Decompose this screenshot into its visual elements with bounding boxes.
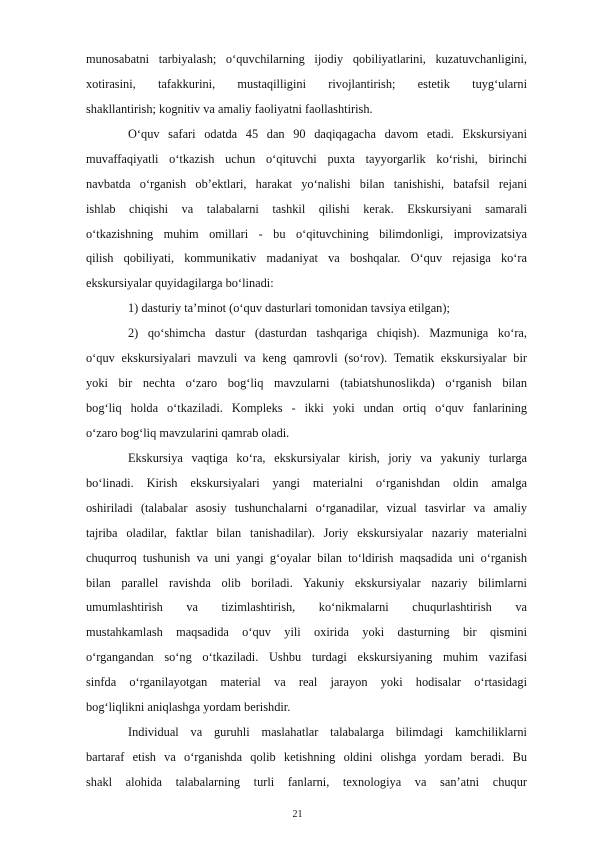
text-line: munosabatni tarbiyalash; o‘quvchilarning ijodiy qobiliyatlarini, kuzatuvchanligini, <box>86 52 527 66</box>
text-line: xotirasini, tafakkurini, mustaqilligini rivojlantirish; estetik tuyg‘ularni <box>86 76 527 91</box>
text-line: oshiriladi (talabalar asosiy tushunchalarni o‘rganadilar, vizual tasvirlar va amaliy <box>86 500 527 515</box>
text-line: o‘quv ekskursiyalari mavzuli va keng qamrovli (so‘rov). Tematik ekskursiyalar bir <box>86 351 527 366</box>
text-line: Ekskursiya vaqtiga ko‘ra, ekskursiyalar kirish, joriy va yakuniy turlarga <box>128 450 527 465</box>
text-line: bilan parallel ravishda olib boriladi. Yakuniy ekskursiyalar nazariy bilimlarni <box>86 575 527 590</box>
text-line: chuqurroq tushunish va uni yangi g‘oyalar bilan to‘ldirish maqsadida uni o‘rganish <box>86 550 527 565</box>
text-line: umumlashtirish va tizimlashtirish, ko‘nikmalarni chuqurlashtirish va <box>86 600 527 615</box>
text-line: navbatda o‘rganish ob’ektlari, harakat yo‘nalishi bilan tanishishi, batafsil rejani <box>86 176 527 191</box>
text-line: 1) dasturiy ta’minot (o‘quv dasturlari tomonidan tavsiya etilgan); <box>128 301 450 316</box>
text-line: shakl alohida talabalarning turli fanlarni, texnologiya va san’atni chuqur <box>86 774 527 789</box>
text-line: bog‘liq holda o‘tkaziladi. Kompleks - ikki yoki undan ortiq o‘quv fanlarining <box>86 401 527 416</box>
text-line: sinfda o‘rganilayotgan material va real jarayon yoki hodisalar o‘rtasidagi <box>86 675 527 690</box>
text-line: ekskursiyalar quyidagilarga bo‘linadi: <box>86 276 274 291</box>
text-line: mustahkamlash maqsadida o‘quv yili oxirida yoki dasturning bir qismini <box>86 625 527 640</box>
page-number: 21 <box>292 809 303 820</box>
text-line: o‘rgangandan so‘ng o‘tkaziladi. Ushbu turdagi ekskursiyaning muhim vazifasi <box>86 650 527 665</box>
text-line: bo‘linadi. Kirish ekskursiyalari yangi materialni o‘rganishdan oldin amalga <box>86 475 527 490</box>
text-line: bog‘liqlikni aniqlashga yordam berishdir. <box>86 700 291 715</box>
text-line: yoki bir nechta o‘zaro bog‘liq mavzularni (tabiatshunoslikda) o‘rganish bilan <box>86 376 527 391</box>
text-line: bartaraf etish va o‘rganishda qolib ketishning oldini olishga yordam beradi. Bu <box>86 750 527 765</box>
text-line: tajriba oladilar, faktlar bilan tanishadilar). Joriy ekskursiyalar nazariy materialni <box>86 525 527 540</box>
text-line: muvaffaqiyatli o‘tkazish uchun o‘qituvchi puxta tayyorgarlik ko‘rishi, birinchi <box>86 151 527 166</box>
text-line: 2) qo‘shimcha dastur (dasturdan tashqariga chiqish). Mazmuniga ko‘ra, <box>128 326 527 341</box>
text-line: o‘zaro bog‘liq mavzularini qamrab oladi. <box>86 425 290 440</box>
text-line: ishlab chiqishi va talabalarni tashkil qilishi kerak. Ekskursiyani samarali <box>86 201 527 216</box>
text-line: shakllantirish; kognitiv va amaliy faoliyatni faollashtirish. <box>86 101 373 116</box>
text-line: O‘quv safari odatda 45 dan 90 daqiqagacha davom etadi. Ekskursiyani <box>128 126 527 141</box>
text-line: qilish qobiliyati, kommunikativ madaniyat va boshqalar. O‘quv rejasiga ko‘ra <box>86 251 527 266</box>
text-line: o‘tkazishning muhim omillari - bu o‘qituvchining bilimdonligi, improvizatsiya <box>86 226 527 241</box>
text-line: Individual va guruhli maslahatlar talabalarga bilimdagi kamchiliklarni <box>128 725 527 740</box>
